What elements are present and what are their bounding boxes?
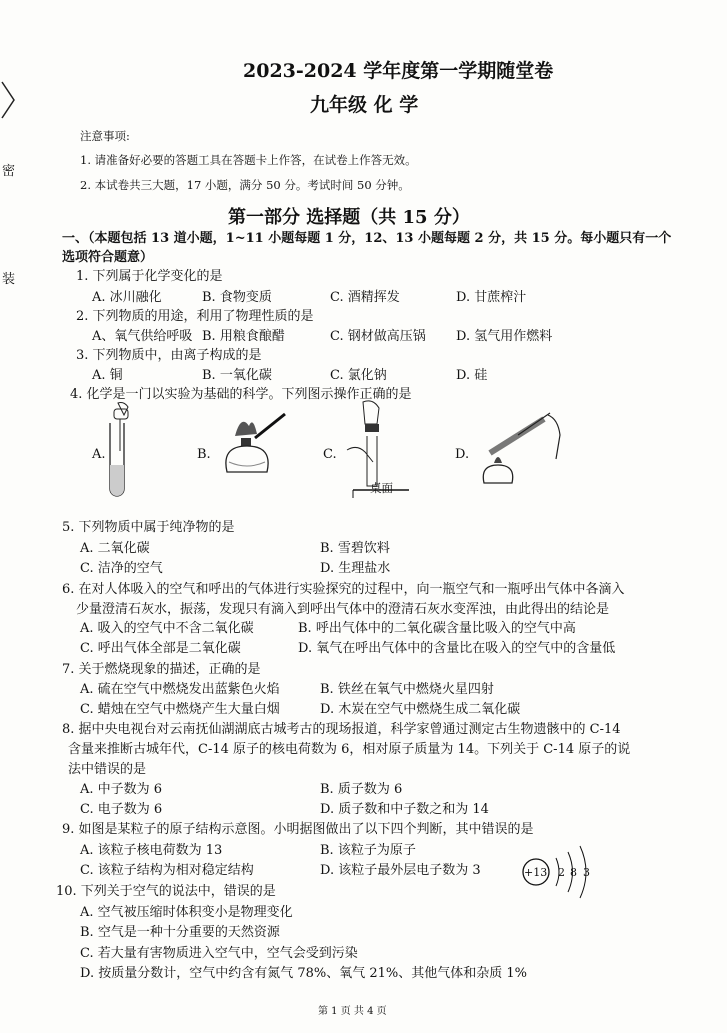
option: C. — [323, 447, 337, 462]
notice-item: 1. 请准备好必要的答题工具在答题卡上作答，在试卷上作答无效。 — [80, 153, 417, 167]
option: D. 质子数和中子数之和为 14 — [320, 802, 489, 817]
option: C. 洁净的空气 — [80, 561, 163, 576]
option: B. 用粮食酿醋 — [202, 329, 285, 344]
option: A. 空气被压缩时体积变小是物理变化 — [80, 905, 293, 920]
exam-subject: 九年级 化 学 — [310, 94, 419, 116]
option: A. — [92, 447, 106, 462]
question-stem: 2. 下列物质的用途，利用了物理性质的是 — [76, 309, 314, 324]
question-stem: 4. 化学是一门以实验为基础的科学。下列图示操作正确的是 — [70, 387, 412, 402]
option: A、氧气供给呼吸 — [92, 329, 193, 344]
option: B. — [197, 447, 211, 462]
option: A. 冰川融化 — [92, 290, 162, 305]
test-tube-dropper-icon — [100, 403, 160, 503]
atom-shell: 2 — [558, 866, 565, 879]
option: D. 按质量分数计，空气中约含有氮气 78%、氧气 21%、其他气体和杂质 1% — [80, 966, 528, 981]
edge-char: 装 — [2, 272, 16, 287]
question-stem: 5. 下列物质中属于纯净物的是 — [62, 520, 235, 535]
option: A. 吸入的空气中不含二氧化碳 — [80, 621, 254, 636]
option: C. 电子数为 6 — [80, 802, 163, 817]
option: D. 硅 — [456, 368, 488, 383]
option: D. 生理盐水 — [320, 561, 391, 576]
atom-shell: 3 — [583, 866, 590, 879]
heating-tube-icon — [478, 405, 578, 495]
option: A. 中子数为 6 — [80, 782, 163, 797]
option: B. 该粒子为原子 — [320, 843, 416, 858]
binding-mark-icon — [0, 78, 22, 138]
question-stem: 6. 在对人体吸入的空气和呼出的气体进行实验探究的过程中，向一瓶空气和一瓶呼出气体中各滴入 — [62, 582, 625, 597]
option: C. 酒精挥发 — [330, 290, 400, 305]
option: D. 木炭在空气中燃烧生成二氧化碳 — [320, 702, 521, 717]
question-stem: 少量澄清石灰水，振荡，发现只有滴入到呼出气体中的澄清石灰水变浑浊，由此得出的结论是 — [76, 602, 610, 617]
option: C. 氯化钠 — [330, 368, 387, 383]
section-title: 第一部分 选择题（共 15 分） — [228, 207, 470, 228]
question-stem: 法中错误的是 — [68, 762, 147, 777]
option: B. 质子数为 6 — [320, 782, 403, 797]
notice-item: 2. 本试卷共三大题，17 小题，满分 50 分。考试时间 50 分钟。 — [80, 178, 410, 192]
option: C. 呼出气体全部是二氧化碳 — [80, 641, 241, 656]
atom-nucleus: +13 — [524, 866, 548, 879]
option: A. 该粒子核电荷数为 13 — [80, 843, 223, 858]
section-intro: 选项符合题意） — [62, 250, 154, 265]
question-stem: 1. 下列属于化学变化的是 — [76, 269, 223, 284]
option: A. 硫在空气中燃烧发出蓝紫色火焰 — [80, 682, 280, 697]
option: D. 该粒子最外层电子数为 3 — [320, 863, 481, 878]
exam-title: 2023-2024 学年度第一学期随堂卷 — [243, 60, 554, 82]
option: D. 氢气用作燃料 — [456, 329, 553, 344]
section-intro: 一、（本题包括 13 道小题，1~11 小题每题 1 分，12、13 小题每题 2 分，共 15 分。每小题只有一个 — [62, 231, 672, 246]
alcohol-lamp-icon — [213, 412, 313, 492]
figure-label: 桌面 — [370, 481, 393, 495]
option: B. 一氧化碳 — [202, 368, 272, 383]
page-footer: 第 1 页 共 4 页 — [318, 1006, 387, 1017]
question-stem: 含量来推断古城年代，C-14 原子的核电荷数为 6，相对原子质量为 14。下列关于 C-14 原子的说 — [68, 742, 631, 757]
option: D. — [455, 447, 470, 462]
option: C. 若大量有害物质进入空气中，空气会受到污染 — [80, 946, 358, 961]
option: B. 铁丝在氧气中燃烧火星四射 — [320, 682, 494, 697]
option: D. 氧气在呼出气体中的含量比在吸入的空气中的含量低 — [298, 641, 616, 656]
question-stem: 3. 下列物质中，由离子构成的是 — [76, 348, 262, 363]
question-stem: 9. 如图是某粒子的原子结构示意图。小明据图做出了以下四个判断，其中错误的是 — [62, 822, 534, 837]
question-stem: 8. 据中央电视台对云南抚仙湖湖底古城考古的现场报道，科学家曾通过测定古生物遗骸中的 C-14 — [62, 722, 621, 737]
option: C. 钢材做高压锅 — [330, 329, 426, 344]
option: C. 蜡烛在空气中燃烧产生大量白烟 — [80, 702, 280, 717]
notice-heading: 注意事项: — [80, 129, 130, 143]
question-stem: 10. 下列关于空气的说法中，错误的是 — [56, 884, 276, 899]
option: D. 甘蔗榨汁 — [456, 290, 527, 305]
edge-char: 密 — [2, 164, 16, 179]
option: C. 该粒子结构为相对稳定结构 — [80, 863, 254, 878]
option: A. 铜 — [92, 368, 123, 383]
question-stem: 7. 关于燃烧现象的描述，正确的是 — [62, 662, 261, 677]
option: B. 雪碧饮料 — [320, 541, 390, 556]
option: A. 二氧化碳 — [80, 541, 150, 556]
option: B. 食物变质 — [202, 290, 272, 305]
option: B. 呼出气体中的二氧化碳含量比吸入的空气中高 — [298, 621, 576, 636]
binding-edge — [0, 0, 22, 520]
option: B. 空气是一种十分重要的天然资源 — [80, 925, 280, 940]
atom-shell: 8 — [570, 866, 577, 879]
